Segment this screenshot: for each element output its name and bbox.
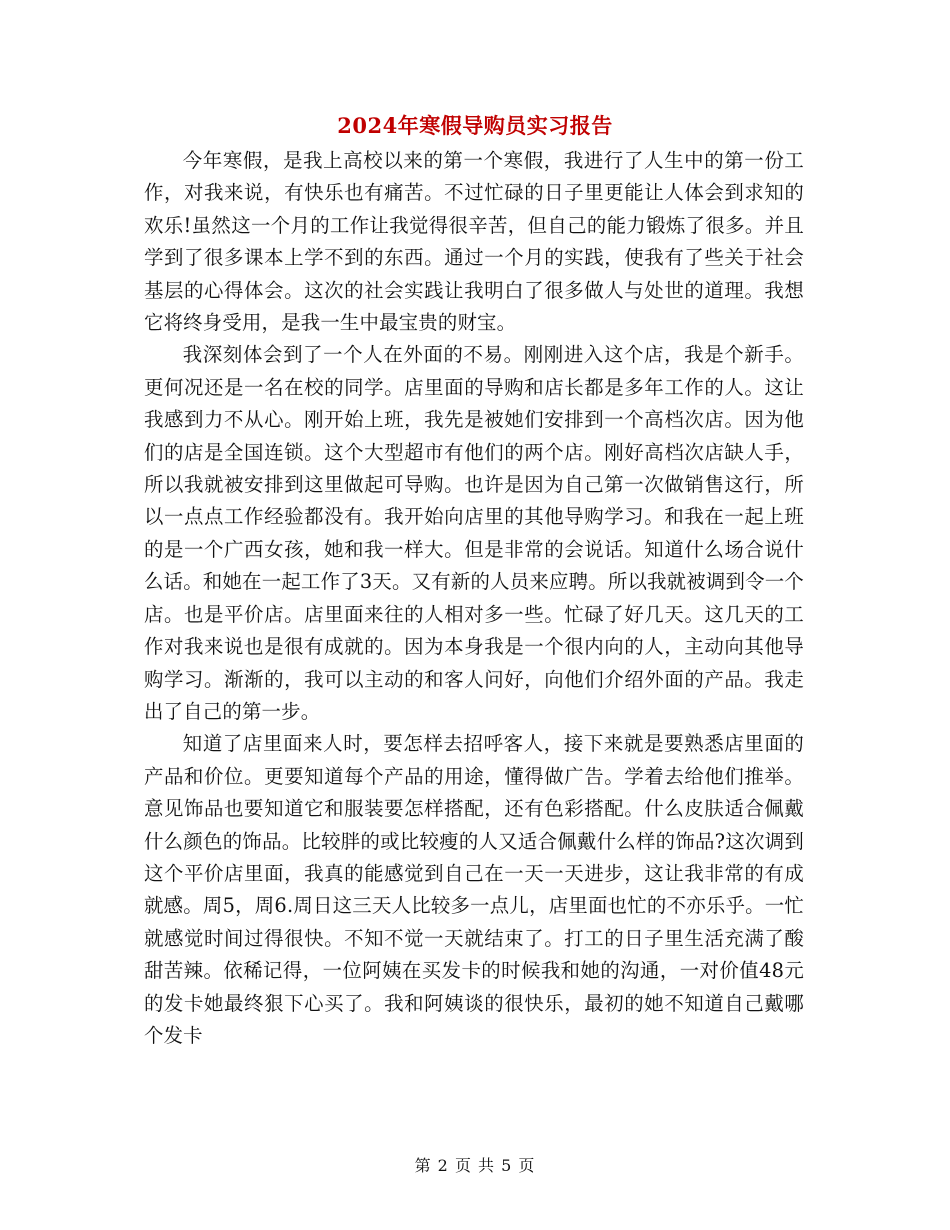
paragraph-2: 我深刻体会到了一个人在外面的不易。刚刚进入这个店，我是个新手。更何况还是一名在校的同学。店里面的导购和店长都是多年工作的人。这让我感到力不从心。刚开始上班，我先是被她们安排到一个高档次店。因为他们的店是全国连锁。这个大型超市有他们的两个店。刚好高档次店缺人手，所以我就被安排到这里做起可导购。也许是因为自己第一次做销售这行，所以一点点工作经验都没有。我开始向店里的其他导购学习。和我在一起上班的是一个广西女孩，她和我一样大。但是非常的会说话。知道什么场合说什么话。和她在一起工作了3天。又有新的人员来应聘。所以我就被调到令一个店。也是平价店。店里面来往的人相对多一些。忙碌了好几天。这几天的工作对我来说也是很有成就的。因为本身我是一个很内向的人，主动向其他导购学习。渐渐的，我可以主动的和客人问好，向他们介绍外面的产品。我走出了自己的第一步。 (144, 343, 804, 723)
page-number-footer: 第 2 页 共 5 页 (414, 1156, 536, 1175)
document-title: 2024年寒假导购员实习报告 (337, 113, 613, 138)
document-body (144, 145, 804, 1052)
paragraph-3: 知道了店里面来人时，要怎样去招呼客人，接下来就是要熟悉店里面的产品和价位。更要知道每个产品的用途，懂得做广告。学着去给他们推举。意见饰品也要知道它和服装要怎样搭配，还有色彩搭配。什么皮肤适合佩戴什么颜色的饰品。比较胖的或比较瘦的人又适合佩戴什么样的饰品?这次调到这个平价店里面，我真的能感觉到自己在一天一天进步，这让我非常的有成就感。周5，周6.周日这三天人比较多一点儿，店里面也忙的不亦乐乎。一忙就感觉时间过得很快。不知不觉一天就结束了。打工的日子里生活充满了酸甜苦辣。依稀记得，一位阿姨在买发卡的时候我和她的沟通，一对价值48元的发卡她最终狠下心买了。我和阿姨谈的很快乐，最初的她不知道自己戴哪个发卡 (144, 732, 804, 1047)
paragraph-1: 今年寒假，是我上高校以来的第一个寒假，我进行了人生中的第一份工作，对我来说，有快乐也有痛苦。不过忙碌的日子里更能让人体会到求知的欢乐!虽然这一个月的工作让我觉得很辛苦，但自己的能力锻炼了很多。并且学到了很多课本上学不到的东西。通过一个月的实践，使我有了些关于社会基层的心得体会。这次的社会实践让我明白了很多做人与处世的道理。我想它将终身受用，是我一生中最宝贵的财宝。 (144, 149, 804, 335)
